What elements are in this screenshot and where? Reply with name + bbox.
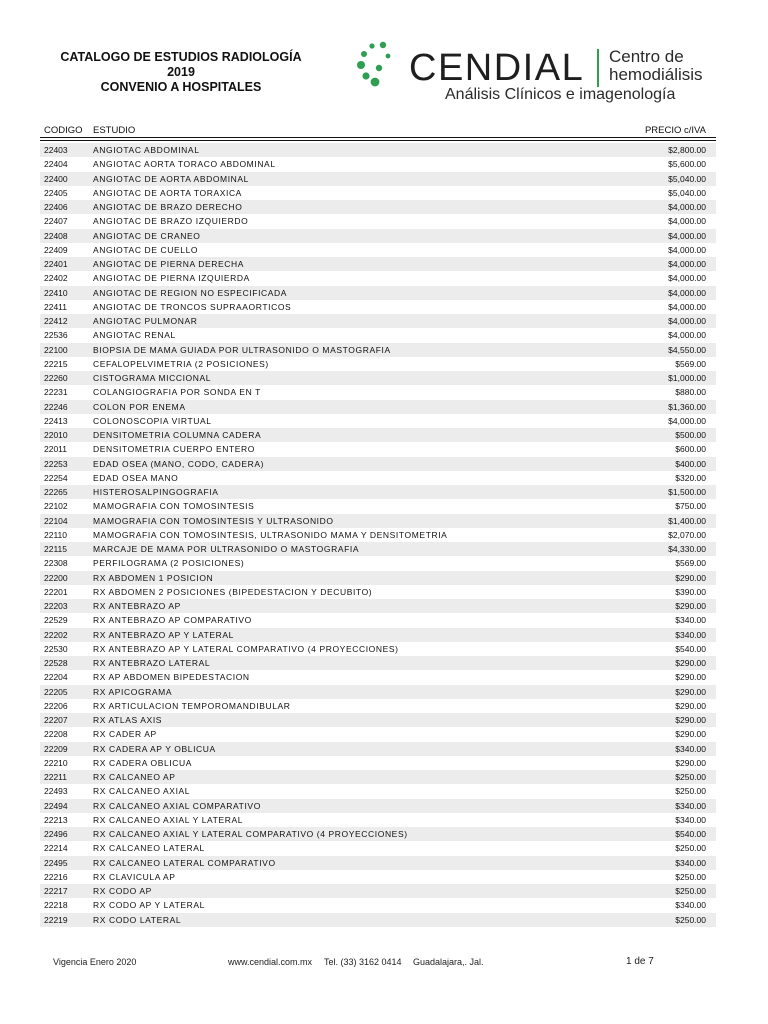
code-cell: 22530 [44,643,68,654]
table-row [40,884,716,898]
study-cell: ANGIOTAC DE CUELLO [93,244,199,255]
catalog-title-line-1: CATALOGO DE ESTUDIOS RADIOLOGÍA [60,50,302,64]
code-cell: 22216 [44,871,68,882]
study-cell: CISTOGRAMA MICCIONAL [93,373,212,383]
table-row [40,841,716,855]
logo-dots-icon [355,40,407,92]
study-cell: EDAD OSEA MANO [93,472,179,483]
catalog-title-line-3: CONVENIO A HOSPITALES [100,80,262,94]
table-row [40,200,716,214]
footer-website: www.cendial.com.mx [228,957,313,967]
code-cell: 22218 [44,900,68,911]
study-cell: DENSITOMETRIA COLUMNA CADERA [93,430,262,440]
code-cell: 22400 [44,173,68,184]
code-cell: 22260 [44,373,68,383]
price-cell: $290.00 [675,601,706,611]
table-row [40,699,716,713]
logo-divider [597,49,599,87]
code-cell: 22308 [44,558,68,569]
price-cell: $340.00 [675,900,706,911]
table-row [40,585,716,599]
code-cell: 22104 [44,515,68,526]
table-row [40,756,716,770]
table-row [40,542,716,556]
price-cell: $340.00 [675,615,706,626]
study-cell: RX APICOGRAMA [93,686,173,697]
price-cell: $4,000.00 [668,230,706,241]
code-cell: 22496 [44,829,68,839]
price-cell: $340.00 [675,857,706,868]
price-cell: $250.00 [675,786,706,797]
study-cell: RX CALCANEO AXIAL COMPARATIVO [93,800,261,811]
code-cell: 22110 [44,529,68,540]
price-cell: $390.00 [675,586,706,597]
table-row [40,742,716,756]
price-cell: $2,800.00 [668,145,706,155]
header-study: ESTUDIO [93,125,136,136]
table-row [40,229,716,243]
study-cell: COLON POR ENEMA [93,401,186,412]
footer-city: Guadalajara,. Jal. [413,957,484,967]
code-cell: 22529 [44,615,68,626]
study-cell: RX CODO LATERAL [93,914,182,925]
study-cell: RX CALCANEO AXIAL Y LATERAL [93,814,244,825]
table-row [40,485,716,499]
study-cell: ANGIOTAC ABDOMINAL [93,145,200,155]
table-row [40,371,716,385]
table-row [40,898,716,912]
study-cell: MARCAJE DE MAMA POR ULTRASONIDO O MASTOGRAFIA [93,544,360,554]
code-cell: 22494 [44,800,68,811]
price-cell: $4,000.00 [668,259,706,269]
code-cell: 22408 [44,230,68,241]
study-cell: RX CALCANEO AXIAL [93,786,191,797]
table-row [40,328,716,342]
price-cell: $340.00 [675,800,706,811]
study-cell: RX ABDOMEN 1 POSICION [93,572,214,583]
study-cell: ANGIOTAC DE AORTA ABDOMINAL [93,173,250,184]
price-cell: $4,330.00 [668,544,706,554]
price-cell: $4,000.00 [668,415,706,426]
code-cell: 22201 [44,586,68,597]
table-row [40,514,716,528]
price-cell: $290.00 [675,658,706,668]
price-cell: $600.00 [675,444,706,455]
code-cell: 22495 [44,857,68,868]
study-cell: ANGIOTAC DE BRAZO IZQUIERDO [93,216,249,227]
price-cell: $1,500.00 [668,487,706,497]
footer-vigencia: Vigencia Enero 2020 [53,957,137,967]
study-cell: PERFILOGRAMA (2 POSICIONES) [93,558,245,569]
price-cell: $340.00 [675,743,706,754]
footer-phone: Tel. (33) 3162 0414 [324,957,402,967]
table-row [40,343,716,357]
table-row [40,856,716,870]
code-cell: 22246 [44,401,68,412]
study-cell: RX CADERA OBLICUA [93,757,193,768]
code-cell: 22265 [44,487,68,497]
study-cell: RX CLAVICULA AP [93,871,176,882]
study-cell: RX CALCANEO AXIAL Y LATERAL COMPARATIVO (4 PROYECCIONES) [93,829,408,839]
code-cell: 22210 [44,757,68,768]
table-row [40,172,716,186]
price-cell: $4,550.00 [668,344,706,355]
code-cell: 22402 [44,273,68,284]
study-cell: RX ANTEBRAZO AP Y LATERAL [93,629,234,640]
code-cell: 22404 [44,159,68,170]
table-row [40,257,716,271]
code-cell: 22219 [44,914,68,925]
header-price: PRECIO c/IVA [644,125,706,136]
price-cell: $250.00 [675,843,706,854]
study-cell: RX ANTEBRAZO AP Y LATERAL COMPARATIVO (4 PROYECCIONES) [93,643,399,654]
code-cell: 22253 [44,458,68,469]
code-cell: 22231 [44,387,68,398]
study-cell: MAMOGRAFIA CON TOMOSINTESIS Y ULTRASONIDO [93,515,334,526]
price-cell: $569.00 [675,358,706,369]
table-row [40,471,716,485]
code-cell: 22207 [44,715,68,725]
table-row [40,656,716,670]
price-cell: $290.00 [675,757,706,768]
table-row [40,599,716,613]
table-row [40,613,716,627]
price-cell: $250.00 [675,772,706,782]
study-cell: RX ATLAS AXIS [93,715,163,725]
price-cell: $400.00 [675,458,706,469]
study-cell: COLONOSCOPIA VIRTUAL [93,415,212,426]
study-cell: RX ANTEBRAZO AP [93,601,181,611]
code-cell: 22493 [44,786,68,797]
study-cell: RX ABDOMEN 2 POSICIONES (BIPEDESTACION Y DECUBITO) [93,586,373,597]
price-cell: $4,000.00 [668,301,706,312]
code-cell: 22208 [44,729,68,740]
study-cell: RX ARTICULACION TEMPOROMANDIBULAR [93,700,291,711]
price-cell: $320.00 [675,472,706,483]
table-row [40,157,716,171]
table-row [40,727,716,741]
study-cell: ANGIOTAC DE CRANEO [93,230,201,241]
price-cell: $2,070.00 [668,529,706,540]
code-cell: 22213 [44,814,68,825]
header-code: CODIGO [44,125,83,136]
table-row [40,628,716,642]
study-cell: ANGIOTAC DE REGION NO ESPECIFICADA [93,287,288,298]
study-cell: RX CADERA AP Y OBLICUA [93,743,216,754]
table-row [40,499,716,513]
study-cell: MAMOGRAFIA CON TOMOSINTESIS [93,501,255,512]
price-cell: $290.00 [675,572,706,583]
code-cell: 22011 [44,444,68,455]
table-row [40,457,716,471]
table-row [40,685,716,699]
code-cell: 22536 [44,330,68,341]
study-cell: COLANGIOGRAFIA POR SONDA EN T [93,387,261,398]
study-cell: BIOPSIA DE MAMA GUIADA POR ULTRASONIDO O MASTOGRAFIA [93,344,391,355]
table-row [40,442,716,456]
price-cell: $250.00 [675,871,706,882]
price-cell: $4,000.00 [668,202,706,212]
study-cell: RX CADER AP [93,729,157,740]
price-cell: $290.00 [675,729,706,740]
code-cell: 22528 [44,658,68,668]
code-cell: 22217 [44,886,68,896]
study-cell: RX CODO AP Y LATERAL [93,900,205,911]
study-cell: CEFALOPELVIMETRIA (2 POSICIONES) [93,358,269,369]
study-cell: RX CALCANEO AP [93,772,176,782]
code-cell: 22411 [44,301,68,312]
study-cell: RX ANTEBRAZO LATERAL [93,658,211,668]
price-cell: $500.00 [675,430,706,440]
header-rule-top [40,137,716,138]
footer-page-number: 1 de 7 [626,956,654,967]
table-row [40,214,716,228]
table-row [40,400,716,414]
study-cell: RX ANTEBRAZO AP COMPARATIVO [93,615,252,626]
table-row [40,770,716,784]
code-cell: 22413 [44,415,68,426]
price-cell: $540.00 [675,829,706,839]
study-cell: HISTEROSALPINGOGRAFIA [93,487,219,497]
price-cell: $250.00 [675,886,706,896]
price-cell: $290.00 [675,686,706,697]
code-cell: 22214 [44,843,68,854]
cendial-logo [355,40,725,110]
table-row [40,414,716,428]
price-cell: $5,040.00 [668,173,706,184]
code-cell: 22010 [44,430,68,440]
table-row [40,870,716,884]
price-cell: $5,040.00 [668,187,706,198]
price-cell: $4,000.00 [668,273,706,284]
table-row [40,642,716,656]
price-cell: $4,000.00 [668,216,706,227]
price-table-body [40,143,716,927]
study-cell: ANGIOTAC RENAL [93,330,176,341]
code-cell: 22202 [44,629,68,640]
study-cell: ANGIOTAC DE TRONCOS SUPRAAORTICOS [93,301,292,312]
table-row [40,670,716,684]
price-cell: $4,000.00 [668,244,706,255]
catalog-title-line-2: 2019 [167,65,195,79]
study-cell: RX CALCANEO LATERAL COMPARATIVO [93,857,276,868]
table-row [40,799,716,813]
code-cell: 22410 [44,287,68,298]
price-cell: $340.00 [675,814,706,825]
table-row [40,528,716,542]
code-cell: 22407 [44,216,68,227]
table-row [40,827,716,841]
study-cell: ANGIOTAC PULMONAR [93,316,198,326]
study-cell: MAMOGRAFIA CON TOMOSINTESIS, ULTRASONIDO MAMA Y DENSITOMETRIA [93,529,448,540]
price-cell: $340.00 [675,629,706,640]
price-cell: $540.00 [675,643,706,654]
study-cell: ANGIOTAC DE BRAZO DERECHO [93,202,243,212]
table-row [40,286,716,300]
study-cell: ANGIOTAC AORTA TORACO ABDOMINAL [93,159,276,170]
code-cell: 22115 [44,544,68,554]
price-cell: $1,400.00 [668,515,706,526]
table-row [40,556,716,570]
code-cell: 22211 [44,772,68,782]
table-row [40,243,716,257]
price-cell: $4,000.00 [668,287,706,298]
code-cell: 22203 [44,601,68,611]
study-cell: EDAD OSEA (MANO, CODO, CADERA) [93,458,265,469]
study-cell: DENSITOMETRIA CUERPO ENTERO [93,444,255,455]
price-cell: $290.00 [675,700,706,711]
table-row [40,314,716,328]
logo-name: CENDIAL [409,47,585,89]
code-cell: 22200 [44,572,68,583]
study-cell: ANGIOTAC DE PIERNA IZQUIERDA [93,273,250,284]
table-row [40,357,716,371]
logo-side-line-2: hemodiálisis [609,65,703,84]
logo-side-text [609,48,703,84]
code-cell: 22406 [44,202,68,212]
price-cell: $4,000.00 [668,330,706,341]
study-cell: ANGIOTAC DE AORTA TORAXICA [93,187,242,198]
price-cell: $880.00 [675,387,706,398]
price-cell: $290.00 [675,672,706,683]
code-cell: 22205 [44,686,68,697]
table-row [40,186,716,200]
code-cell: 22405 [44,187,68,198]
study-cell: RX AP ABDOMEN BIPEDESTACION [93,672,250,683]
code-cell: 22204 [44,672,68,683]
code-cell: 22254 [44,472,68,483]
code-cell: 22100 [44,344,68,355]
table-header [40,124,716,138]
table-row [40,271,716,285]
table-row [40,813,716,827]
table-row [40,713,716,727]
table-row [40,385,716,399]
code-cell: 22209 [44,743,68,754]
study-cell: ANGIOTAC DE PIERNA DERECHA [93,259,244,269]
price-cell: $1,360.00 [668,401,706,412]
catalog-title [40,50,322,95]
study-cell: RX CODO AP [93,886,152,896]
price-cell: $250.00 [675,914,706,925]
table-row [40,143,716,157]
code-cell: 22401 [44,259,68,269]
table-row [40,784,716,798]
logo-side-line-1: Centro de [609,47,684,66]
price-cell: $1,000.00 [668,373,706,383]
price-cell: $290.00 [675,715,706,725]
logo-tagline: Análisis Clínicos e imagenología [445,86,676,103]
header-rule-bottom [40,140,716,141]
price-cell: $569.00 [675,558,706,569]
code-cell: 22412 [44,316,68,326]
code-cell: 22206 [44,700,68,711]
study-cell: RX CALCANEO LATERAL [93,843,205,854]
price-cell: $5,600.00 [668,159,706,170]
code-cell: 22403 [44,145,68,155]
table-row [40,571,716,585]
table-row [40,300,716,314]
table-row [40,913,716,927]
table-row [40,428,716,442]
price-cell: $4,000.00 [668,316,706,326]
code-cell: 22102 [44,501,68,512]
code-cell: 22215 [44,358,68,369]
code-cell: 22409 [44,244,68,255]
price-cell: $750.00 [675,501,706,512]
